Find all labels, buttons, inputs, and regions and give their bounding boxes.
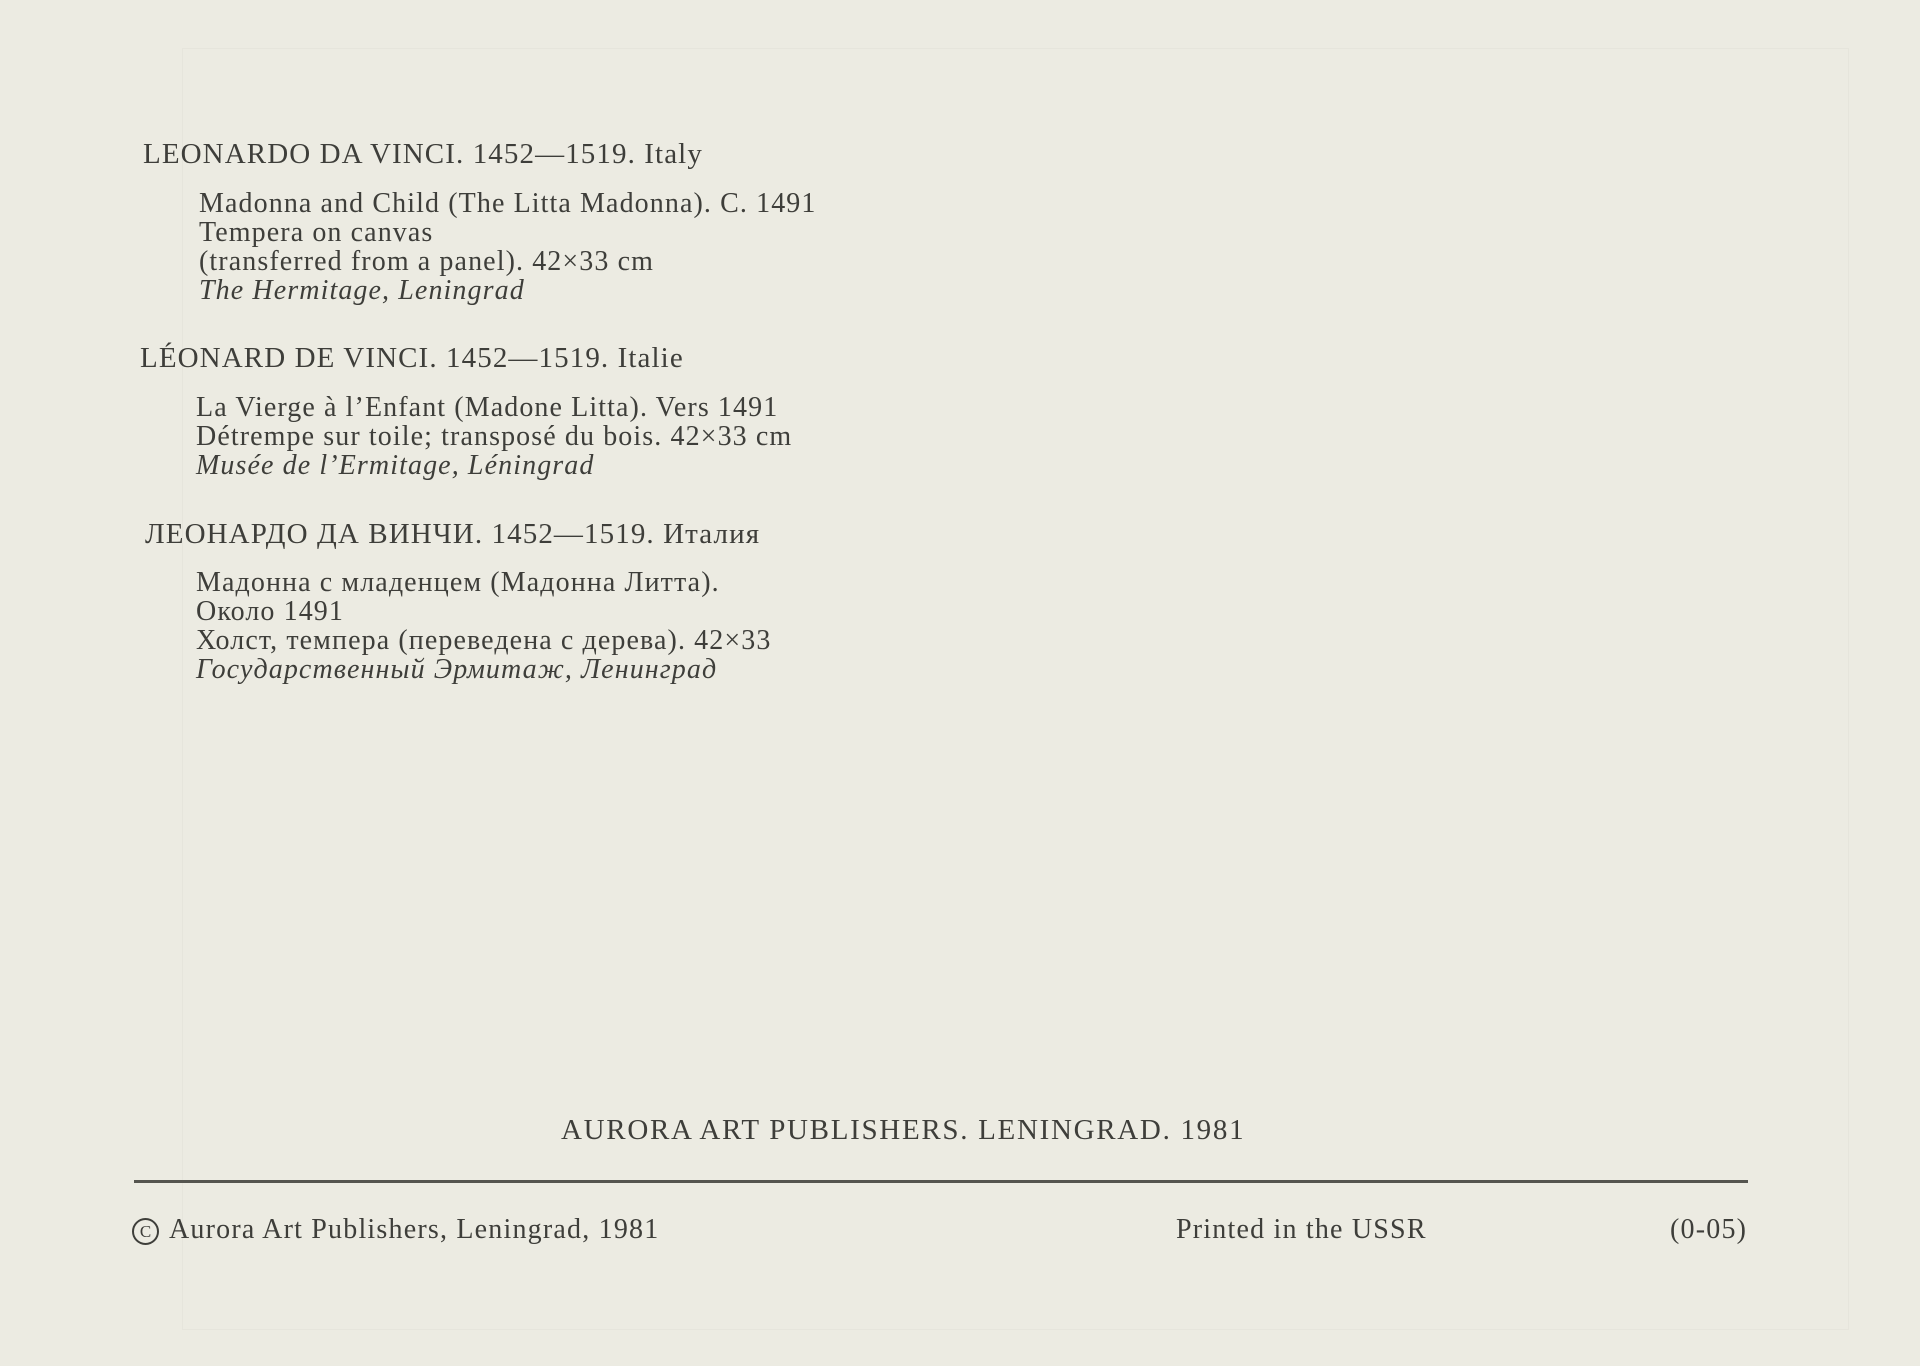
entry-location: Musée de l’Ermitage, Léningrad — [196, 450, 595, 481]
entry-heading-french: LÉONARD DE VINCI. 1452—1519. Italie — [140, 342, 684, 374]
entry-line: Tempera on canvas — [199, 217, 434, 248]
entry-line: Холст, темпера (переведена с дерева). 42×33 — [196, 625, 772, 656]
entry-line: La Vierge à l’Enfant (Madone Litta). Vers 1491 — [196, 392, 779, 423]
entry-heading-russian: ЛЕОНАРДО ДА ВИНЧИ. 1452—1519. Италия — [145, 518, 761, 550]
copyright-icon: C — [132, 1218, 159, 1245]
entry-body-english — [199, 189, 817, 305]
entry-body-russian — [196, 568, 771, 684]
entry-line: Madonna and Child (The Litta Madonna). C. 1491 — [199, 188, 817, 219]
entry-line: Détrempe sur toile; transposé du bois. 42×33 cm — [196, 421, 793, 452]
entry-line: Около 1491 — [196, 596, 345, 627]
entry-location: The Hermitage, Leningrad — [199, 275, 525, 306]
catalog-code: (0-05) — [1670, 1214, 1748, 1245]
copyright-text: Aurora Art Publishers, Leningrad, 1981 — [169, 1214, 660, 1245]
entry-line: (transferred from a panel). 42×33 cm — [199, 246, 654, 277]
entry-location: Государственный Эрмитаж, Ленинград — [196, 654, 718, 685]
entry-heading-english: LEONARDO DA VINCI. 1452—1519. Italy — [143, 138, 703, 170]
footer-divider — [134, 1180, 1748, 1183]
printed-in-label: Printed in the USSR — [1176, 1214, 1427, 1245]
entry-line: Мадонна с младенцем (Мадонна Литта). — [196, 567, 720, 598]
copyright-notice — [132, 1214, 659, 1246]
entry-body-french — [196, 393, 792, 480]
publisher-line: AURORA ART PUBLISHERS. LENINGRAD. 1981 — [561, 1114, 1246, 1146]
